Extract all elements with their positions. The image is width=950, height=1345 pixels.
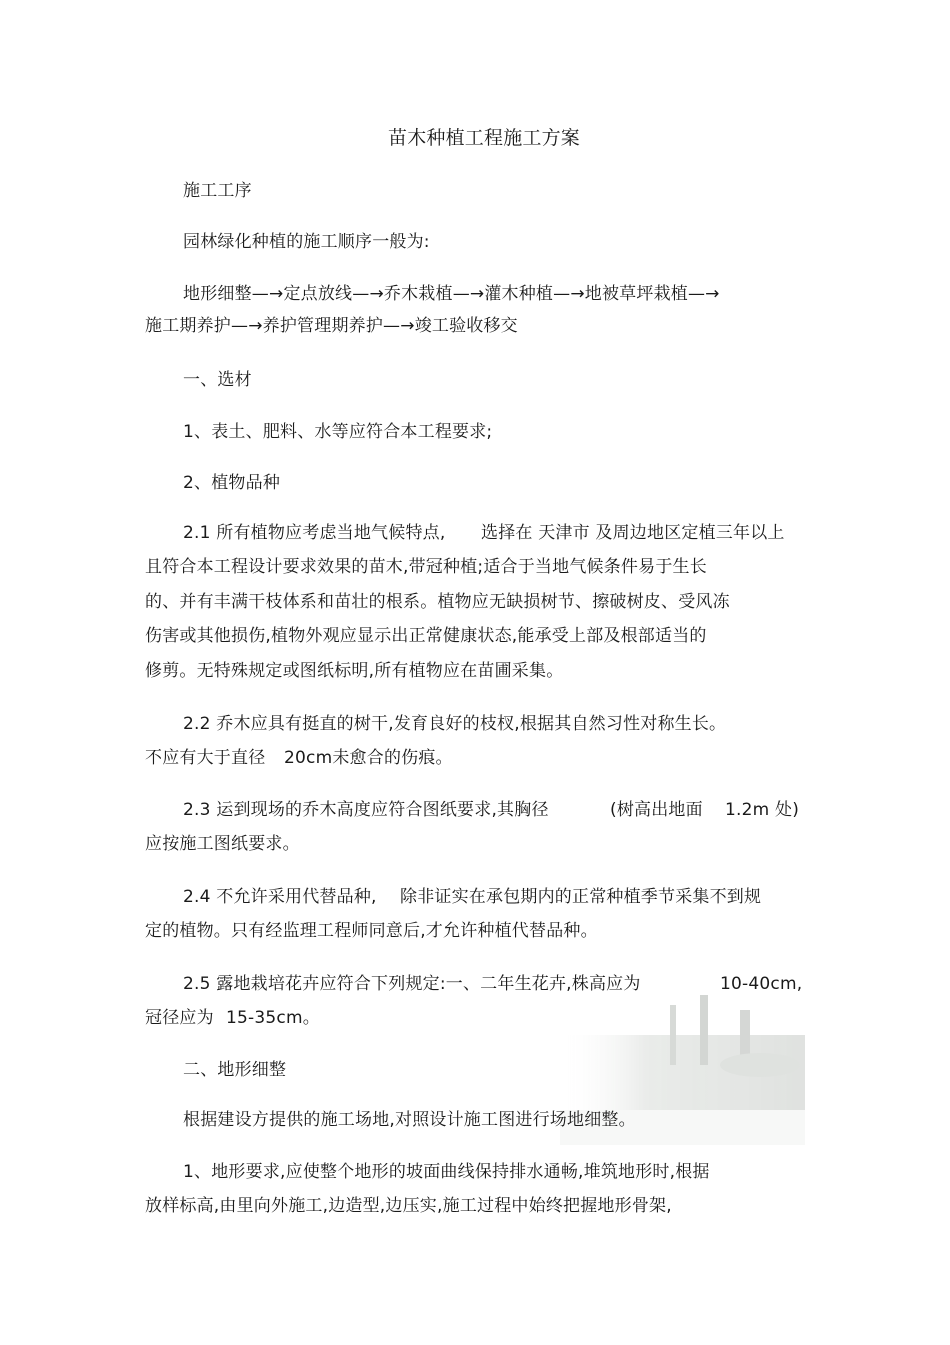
paragraph-line: 的、并有丰满干枝体系和苗壮的根系。植物应无缺损树节、擦破树皮、受风冻 xyxy=(145,592,730,612)
paragraph-line: 1、地形要求,应使整个地形的坡面曲线保持排水通畅,堆筑地形时,根据 xyxy=(183,1162,710,1182)
paragraph-line-segment: (树高出地面 xyxy=(610,800,703,820)
document-title: 苗木种植工程施工方案 xyxy=(388,127,581,149)
paragraph-line: 定的植物。只有经监理工程师同意后,才允许种植代替品种。 xyxy=(145,921,598,941)
paragraph-line: 1、表土、肥料、水等应符合本工程要求; xyxy=(183,422,493,442)
paragraph-line-segment: 选择在 天津市 及周边地区定植三年以上 xyxy=(481,523,785,543)
paragraph-line: 修剪。无特殊规定或图纸标明,所有植物应在苗圃采集。 xyxy=(145,661,564,681)
paragraph-line-segment: 15-35cm。 xyxy=(226,1008,320,1028)
paragraph-line-segment: 2.4 不允许采用代替品种, xyxy=(183,887,377,907)
paragraph-line: 园林绿化种植的施工顺序一般为: xyxy=(183,232,430,252)
paragraph-line: 应按施工图纸要求。 xyxy=(145,834,300,854)
watermark-mark-icon xyxy=(258,262,318,280)
subsection-heading: 2、植物品种 xyxy=(183,473,281,493)
paragraph-line-segment: 2.5 露地栽培花卉应符合下列规定:一、二年生花卉,株高应为 xyxy=(183,974,641,994)
paragraph-line-segment: 20cm未愈合的伤痕。 xyxy=(284,748,453,768)
paragraph-line: 伤害或其他损伤,植物外观应显示出正常健康状态,能承受上部及根部适当的 xyxy=(145,626,707,646)
paragraph-line: 地形细整—→定点放线—→乔木栽植—→灌木种植—→地被草坪栽植—→ xyxy=(183,284,720,304)
paragraph-line: 根据建设方提供的施工场地,对照设计施工图进行场地细整。 xyxy=(183,1110,636,1130)
paragraph-line-segment: 2.1 所有植物应考虑当地气候特点, xyxy=(183,523,446,543)
paragraph-line-segment: 不应有大于直径 xyxy=(145,748,266,768)
paragraph-line-segment: 冠径应为 xyxy=(145,1008,214,1028)
paragraph-line: 施工期养护—→养护管理期养护—→竣工验收移交 xyxy=(145,316,518,336)
paragraph-line-segment: 10-40cm, xyxy=(720,974,803,994)
paragraph-line-segment: 除非证实在承包期内的正常种植季节采集不到规 xyxy=(400,887,762,907)
section-heading-process: 施工工序 xyxy=(183,181,252,201)
section-heading-material: 一、选材 xyxy=(183,370,252,390)
paragraph-line: 且符合本工程设计要求效果的苗木,带冠种植;适合于当地气候条件易于生长 xyxy=(145,557,707,577)
paragraph-line: 放样标高,由里向外施工,边造型,边压实,施工过程中始终把握地形骨架, xyxy=(145,1196,672,1216)
paragraph-line-segment: 1.2m 处) xyxy=(725,800,800,820)
paragraph-line: 2.2 乔木应具有挺直的树干,发育良好的枝杈,根据其自然习性对称生长。 xyxy=(183,714,727,734)
paragraph-line-segment: 2.3 运到现场的乔木高度应符合图纸要求,其胸径 xyxy=(183,800,549,820)
section-heading-terrain: 二、地形细整 xyxy=(183,1060,287,1080)
